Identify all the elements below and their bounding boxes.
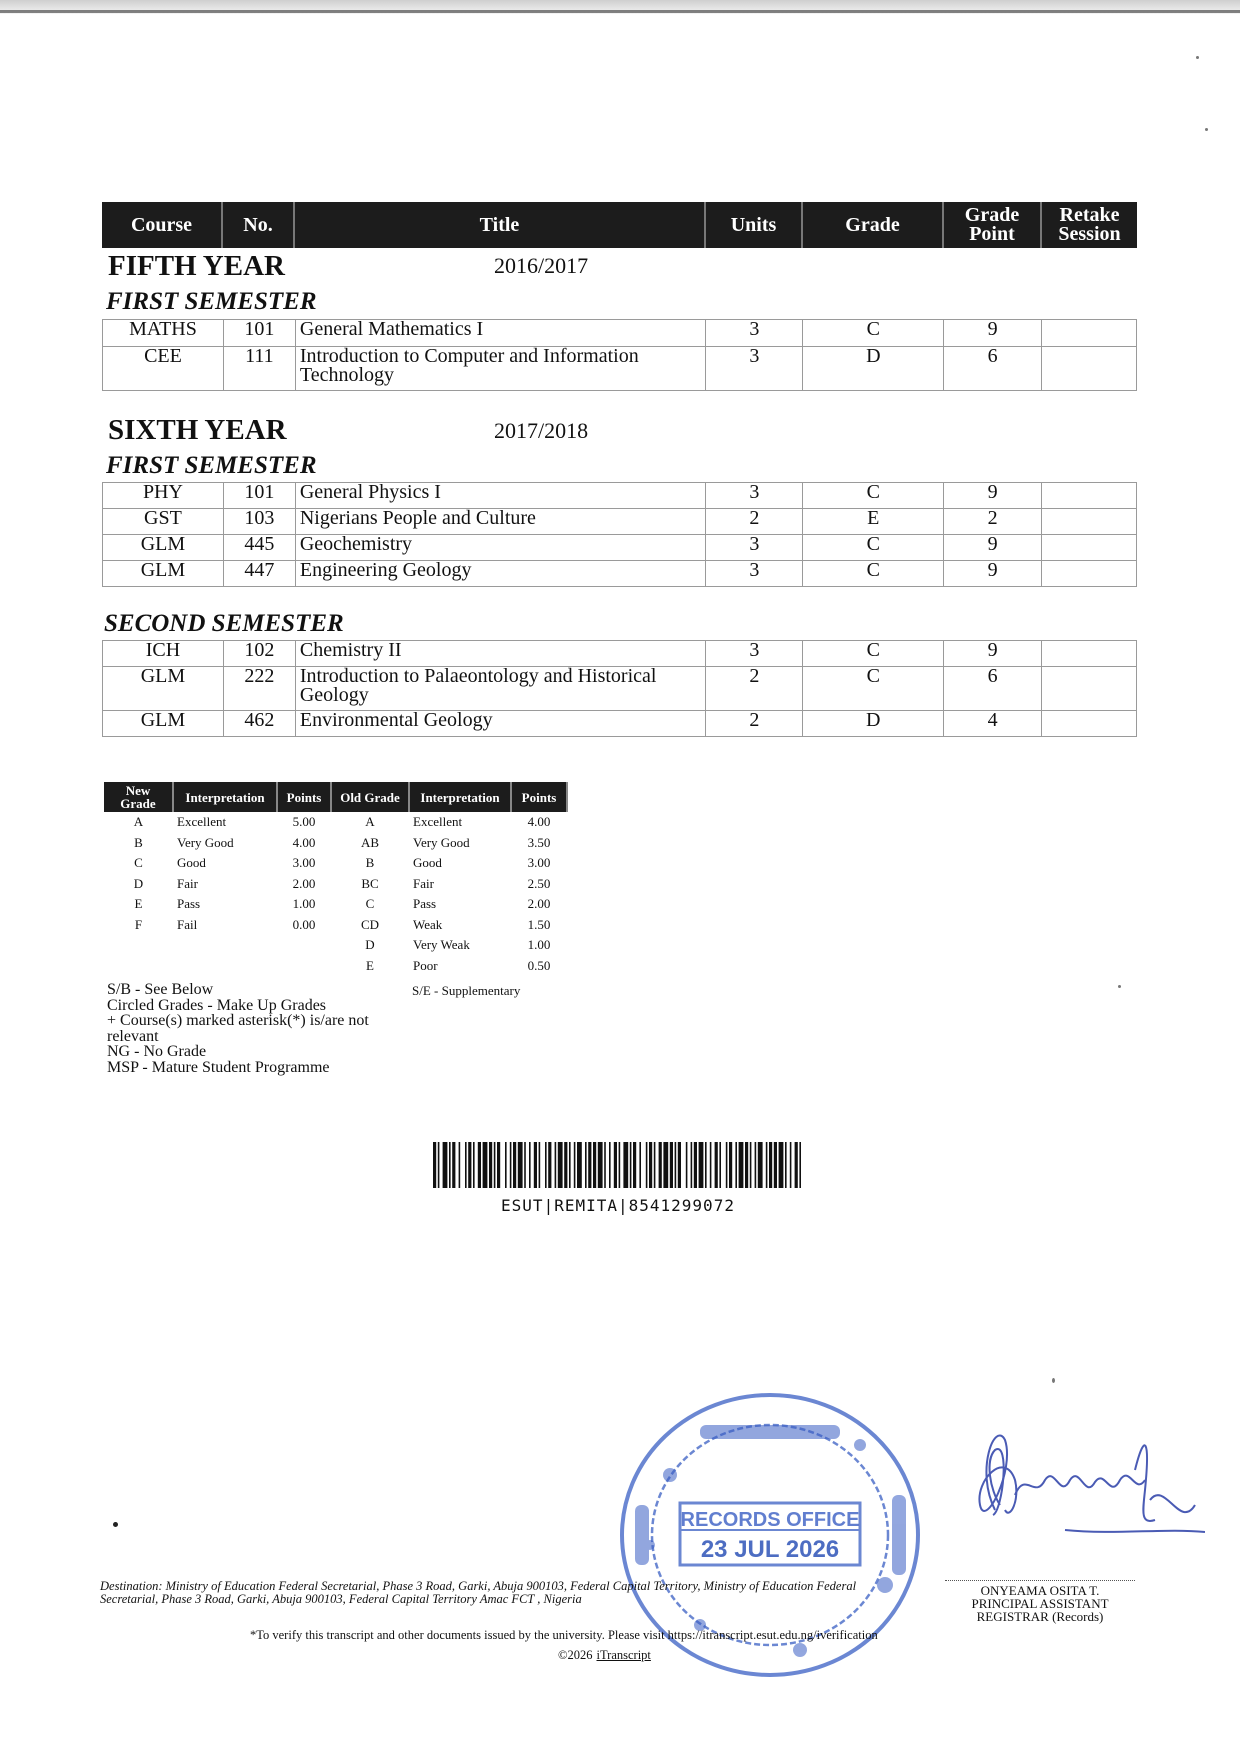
barcode-bar bbox=[609, 1142, 611, 1188]
barcode-bar bbox=[569, 1142, 571, 1188]
barcode-bar bbox=[675, 1142, 677, 1188]
header-no bbox=[223, 202, 295, 248]
course-number: 445 bbox=[223, 535, 295, 561]
course-point: 9 bbox=[944, 320, 1042, 347]
signatory-role: REGISTRAR (Records) bbox=[976, 1609, 1104, 1624]
course-grade: E bbox=[803, 509, 944, 535]
key-cell-new-interpretation: Excellent bbox=[177, 814, 227, 830]
course-retake bbox=[1042, 667, 1137, 711]
header-title bbox=[295, 202, 706, 248]
course-point: 9 bbox=[944, 535, 1042, 561]
note-supplementary: S/E - Supplementary bbox=[412, 983, 521, 998]
barcode-bar bbox=[785, 1142, 787, 1188]
course-code: GLM bbox=[103, 535, 224, 561]
semester-heading: FIRST SEMESTER bbox=[106, 288, 317, 315]
key-cell-old-interpretation: Very Good bbox=[413, 834, 470, 850]
barcode-text: ESUT|REMITA|8541299072 bbox=[501, 1196, 735, 1215]
course-grade: C bbox=[803, 641, 944, 667]
key-cell-old-points: 0.50 bbox=[527, 957, 551, 973]
barcode-bar bbox=[758, 1142, 763, 1188]
barcode-bar bbox=[459, 1142, 461, 1188]
key-cell-new-points: 1.00 bbox=[292, 896, 316, 912]
course-units: 2 bbox=[706, 711, 803, 737]
course-number: 462 bbox=[223, 711, 295, 737]
barcode-bar bbox=[623, 1142, 628, 1188]
table-row bbox=[103, 320, 1137, 347]
grade-key-row bbox=[104, 853, 567, 874]
course-title: Chemistry II bbox=[295, 641, 706, 667]
copyright-year: ©2026 bbox=[558, 1648, 593, 1662]
header-grade-point-line1: Grade bbox=[964, 204, 1020, 226]
key-cell-old-points: 1.00 bbox=[527, 937, 551, 953]
barcode-bar bbox=[473, 1142, 475, 1188]
itranscript-link[interactable]: iTranscript bbox=[596, 1648, 651, 1662]
barcode-bar bbox=[534, 1142, 537, 1188]
key-cell-new-grade bbox=[104, 956, 173, 977]
barcode-bar bbox=[555, 1142, 557, 1188]
header-retake-line1: Retake bbox=[1059, 204, 1120, 226]
header-grade-point bbox=[944, 202, 1042, 248]
barcode-bar bbox=[670, 1142, 673, 1188]
course-title: General Physics I bbox=[295, 483, 706, 509]
barcode-bar bbox=[790, 1142, 792, 1188]
barcode-bar bbox=[735, 1142, 737, 1188]
barcode-bar bbox=[699, 1142, 704, 1188]
year-heading: SIXTH YEAR bbox=[108, 414, 287, 446]
destination-text: Destination: Ministry of Education Federal Secretarial, Phase 3 Road, Garki, Abuja 900103, Federal Capital Territory, Ministry of Education Federal Secretarial, Phase 3 Road, Garki, Abuja 900103, Federal Capital Territory Amac FCT , Nigeria bbox=[100, 1579, 857, 1606]
header-retake bbox=[1042, 202, 1137, 248]
course-title: Geochemistry bbox=[295, 535, 706, 561]
signatory-title: PRINCIPAL ASSISTANT bbox=[971, 1596, 1109, 1611]
session-label: 2016/2017 bbox=[494, 253, 589, 278]
course-code: GST bbox=[103, 509, 224, 535]
table-row bbox=[103, 509, 1137, 535]
course-units: 3 bbox=[706, 641, 803, 667]
records-office-stamp bbox=[610, 1385, 930, 1695]
grade-key-row bbox=[104, 833, 567, 854]
course-number: 222 bbox=[223, 667, 295, 711]
key-header-interpretation: Interpretation bbox=[173, 782, 277, 812]
header-grade bbox=[803, 202, 944, 248]
barcode-bar bbox=[619, 1142, 621, 1188]
barcode-bar bbox=[438, 1142, 440, 1188]
course-units: 3 bbox=[706, 347, 803, 391]
header-retake-line2: Session bbox=[1058, 223, 1121, 245]
barcode bbox=[433, 1142, 803, 1188]
course-units: 3 bbox=[706, 535, 803, 561]
key-cell-new-interpretation bbox=[173, 935, 277, 956]
scan-edge-line bbox=[0, 10, 1240, 13]
barcode-bar bbox=[588, 1142, 591, 1188]
barcode-bar bbox=[449, 1142, 451, 1188]
course-units: 3 bbox=[706, 483, 803, 509]
key-cell-new-grade: A bbox=[133, 814, 144, 830]
scan-speck bbox=[1118, 985, 1121, 988]
key-cell-old-grade: D bbox=[365, 937, 375, 953]
course-code: PHY bbox=[103, 483, 224, 509]
barcode-bar bbox=[795, 1142, 798, 1188]
barcode-bar bbox=[545, 1142, 547, 1188]
grade-key-header bbox=[104, 782, 567, 812]
note-sb: S/B - See Below bbox=[107, 981, 214, 998]
course-grade: C bbox=[803, 667, 944, 711]
scan-speck bbox=[1205, 128, 1208, 131]
barcode-bar bbox=[564, 1142, 567, 1188]
course-units: 3 bbox=[706, 320, 803, 347]
course-retake bbox=[1042, 535, 1137, 561]
barcode-bar bbox=[468, 1142, 471, 1188]
signatory-name: ONYEAMA OSITA T. bbox=[980, 1583, 1100, 1598]
header-title-label: Title bbox=[479, 213, 520, 236]
barcode-bar bbox=[766, 1142, 768, 1188]
barcode-bar bbox=[729, 1142, 732, 1188]
barcode-bar bbox=[774, 1142, 777, 1188]
course-title: Engineering Geology bbox=[295, 561, 706, 587]
barcode-bar bbox=[529, 1142, 531, 1188]
key-cell-new-interpretation: Fair bbox=[177, 875, 198, 891]
barcode-bar bbox=[745, 1142, 748, 1188]
barcode-bar bbox=[494, 1142, 496, 1188]
course-title: Environmental Geology bbox=[295, 711, 706, 737]
scan-speck bbox=[1196, 56, 1199, 59]
stamp-date-text: 23 JUL 2026 bbox=[700, 1536, 840, 1563]
course-number: 447 bbox=[223, 561, 295, 587]
barcode-bar bbox=[513, 1142, 516, 1188]
key-cell-old-interpretation: Pass bbox=[413, 896, 437, 912]
course-number: 101 bbox=[223, 483, 295, 509]
key-cell-old-points: 4.00 bbox=[527, 814, 551, 830]
header-grade-label: Grade bbox=[845, 213, 900, 236]
course-point: 2 bbox=[944, 509, 1042, 535]
course-point: 4 bbox=[944, 711, 1042, 737]
course-grade: C bbox=[803, 320, 944, 347]
key-cell-new-interpretation: Very Good bbox=[177, 834, 234, 850]
header-course-label: Course bbox=[130, 213, 193, 236]
barcode-bar bbox=[598, 1142, 603, 1188]
signature bbox=[965, 1410, 1205, 1560]
course-code: GLM bbox=[103, 561, 224, 587]
course-title: Introduction to Palaeontology and Historical Geology bbox=[295, 667, 706, 711]
course-units: 2 bbox=[706, 509, 803, 535]
key-cell-old-grade: A bbox=[365, 814, 375, 830]
course-grade: C bbox=[803, 483, 944, 509]
session-label: 2017/2018 bbox=[494, 418, 589, 443]
barcode-bar bbox=[710, 1142, 712, 1188]
course-retake bbox=[1042, 561, 1137, 587]
course-title: Nigerians People and Culture bbox=[295, 509, 706, 535]
key-cell-new-points bbox=[277, 935, 331, 956]
signature-line bbox=[945, 1580, 1135, 1581]
grade-key-row bbox=[104, 812, 567, 833]
course-code: GLM bbox=[103, 667, 224, 711]
header-grade-point-line2: Point bbox=[969, 223, 1015, 245]
barcode-bar bbox=[585, 1142, 587, 1188]
note-ng: NG - No Grade bbox=[107, 1043, 207, 1060]
verification-text: *To verify this transcript and other documents issued by the university. Please visit https://itranscript.esut.edu.ng/iverification bbox=[250, 1628, 878, 1642]
barcode-bar bbox=[518, 1142, 523, 1188]
course-code: CEE bbox=[103, 347, 224, 391]
grade-key-row bbox=[104, 894, 567, 915]
course-number: 102 bbox=[223, 641, 295, 667]
barcode-bar bbox=[630, 1142, 632, 1188]
course-code: GLM bbox=[103, 711, 224, 737]
barcode-bar bbox=[604, 1142, 606, 1188]
key-cell-new-grade: E bbox=[134, 896, 143, 912]
key-header-new-grade bbox=[104, 782, 173, 812]
key-cell-new-grade: B bbox=[134, 834, 143, 850]
key-cell-old-interpretation: Excellent bbox=[413, 814, 463, 830]
course-table bbox=[102, 482, 1137, 587]
key-cell-old-points: 3.50 bbox=[527, 834, 551, 850]
grade-key-row bbox=[104, 915, 567, 936]
key-cell-new-grade: D bbox=[133, 875, 144, 891]
key-cell-old-interpretation: Very Weak bbox=[413, 937, 470, 953]
stamp-office-text: RECORDS OFFICE bbox=[680, 1509, 860, 1531]
key-header-old-grade: Old Grade bbox=[331, 782, 409, 812]
key-cell-new-points: 3.00 bbox=[292, 855, 316, 871]
grade-key-row bbox=[104, 956, 567, 977]
header-units-label: Units bbox=[730, 213, 777, 236]
barcode-bar bbox=[715, 1142, 718, 1188]
key-header-interpretation-old: Interpretation bbox=[409, 782, 511, 812]
grade-key-table bbox=[104, 782, 568, 976]
semester-heading: SECOND SEMESTER bbox=[104, 610, 344, 637]
barcode-bar bbox=[739, 1142, 744, 1188]
header-course bbox=[102, 202, 223, 248]
copyright bbox=[558, 1648, 651, 1663]
key-header-points: Points bbox=[277, 782, 331, 812]
barcode-bar bbox=[691, 1142, 693, 1188]
key-header-new-grade-line1: New bbox=[125, 783, 151, 798]
key-cell-new-points: 4.00 bbox=[292, 834, 316, 850]
semester-heading: FIRST SEMESTER bbox=[106, 452, 317, 479]
key-cell-old-points: 2.50 bbox=[527, 875, 551, 891]
course-grade: C bbox=[803, 561, 944, 587]
key-cell-new-grade bbox=[104, 935, 173, 956]
key-header-points-old: Points bbox=[511, 782, 567, 812]
note-msp: MSP - Mature Student Programme bbox=[107, 1058, 330, 1076]
key-cell-old-points: 3.00 bbox=[527, 855, 551, 871]
course-title: General Mathematics I bbox=[295, 320, 706, 347]
barcode-bar bbox=[654, 1142, 656, 1188]
key-cell-new-points: 2.00 bbox=[292, 875, 316, 891]
barcode-bar bbox=[719, 1142, 721, 1188]
course-units: 3 bbox=[706, 561, 803, 587]
scan-speck bbox=[1052, 1378, 1055, 1383]
header-units bbox=[706, 202, 803, 248]
key-cell-old-interpretation: Poor bbox=[413, 957, 438, 973]
course-point: 9 bbox=[944, 483, 1042, 509]
barcode-bar bbox=[659, 1142, 662, 1188]
barcode-bar bbox=[694, 1142, 697, 1188]
barcode-bar bbox=[779, 1142, 784, 1188]
signatory-block bbox=[940, 1584, 1140, 1623]
barcode-bar bbox=[539, 1142, 541, 1188]
course-retake bbox=[1042, 711, 1137, 737]
barcode-bar bbox=[443, 1142, 448, 1188]
barcode-bar bbox=[548, 1142, 551, 1188]
key-cell-old-grade: B bbox=[365, 855, 375, 871]
barcode-bar bbox=[646, 1142, 648, 1188]
key-cell-old-interpretation: Weak bbox=[413, 916, 443, 932]
course-retake bbox=[1042, 347, 1137, 391]
barcode-bar bbox=[686, 1142, 688, 1188]
key-header-new-grade-line2: Grade bbox=[120, 796, 156, 811]
course-retake bbox=[1042, 641, 1137, 667]
course-number: 101 bbox=[223, 320, 295, 347]
key-cell-new-interpretation: Good bbox=[177, 855, 206, 871]
course-retake bbox=[1042, 483, 1137, 509]
course-units: 2 bbox=[706, 667, 803, 711]
barcode-bar bbox=[614, 1142, 617, 1188]
key-cell-old-points: 2.00 bbox=[527, 896, 551, 912]
key-cell-old-points: 1.50 bbox=[527, 916, 551, 932]
course-number: 111 bbox=[223, 347, 295, 391]
table-row bbox=[103, 711, 1137, 737]
barcode-bar bbox=[483, 1142, 488, 1188]
table-row bbox=[103, 347, 1137, 391]
key-cell-new-points: 0.00 bbox=[292, 916, 316, 932]
key-cell-new-points bbox=[277, 956, 331, 977]
barcode-bar bbox=[452, 1142, 455, 1188]
table-row bbox=[103, 641, 1137, 667]
table-row bbox=[103, 535, 1137, 561]
key-cell-old-interpretation: Good bbox=[413, 855, 442, 871]
course-table bbox=[102, 640, 1137, 737]
key-cell-old-grade: C bbox=[365, 896, 375, 912]
grade-key-row bbox=[104, 935, 567, 956]
key-cell-old-grade: E bbox=[366, 957, 374, 973]
year-heading: FIFTH YEAR bbox=[108, 250, 285, 282]
notes-block bbox=[107, 982, 407, 1075]
barcode-bar bbox=[524, 1142, 526, 1188]
barcode-bar bbox=[593, 1142, 596, 1188]
barcode-bar bbox=[705, 1142, 707, 1188]
table-row bbox=[103, 561, 1137, 587]
course-title: Introduction to Computer and Information Technology bbox=[295, 347, 706, 391]
course-point: 6 bbox=[944, 347, 1042, 391]
key-cell-new-points: 5.00 bbox=[292, 814, 316, 830]
key-cell-new-interpretation: Pass bbox=[177, 896, 201, 912]
header-no-label: No. bbox=[243, 213, 273, 236]
barcode-bar bbox=[574, 1142, 576, 1188]
key-cell-new-grade: C bbox=[134, 855, 143, 871]
barcode-bar bbox=[633, 1142, 636, 1188]
course-code: MATHS bbox=[103, 320, 224, 347]
course-grade: D bbox=[803, 711, 944, 737]
table-row bbox=[103, 483, 1137, 509]
course-number: 103 bbox=[223, 509, 295, 535]
barcode-bar bbox=[577, 1142, 582, 1188]
note-circled: Circled Grades - Make Up Grades bbox=[107, 996, 327, 1014]
key-cell-old-grade: AB bbox=[360, 834, 380, 850]
key-cell-old-interpretation: Fair bbox=[413, 875, 434, 891]
barcode-bar bbox=[639, 1142, 641, 1188]
key-cell-new-interpretation: Fail bbox=[177, 916, 198, 932]
table-row bbox=[103, 667, 1137, 711]
key-cell-new-interpretation bbox=[173, 956, 277, 977]
barcode-bar bbox=[750, 1142, 752, 1188]
course-retake bbox=[1042, 320, 1137, 347]
barcode-bar bbox=[478, 1142, 481, 1188]
key-cell-old-grade: BC bbox=[361, 875, 379, 891]
barcode-bar bbox=[649, 1142, 652, 1188]
barcode-bar bbox=[497, 1142, 500, 1188]
course-table bbox=[102, 319, 1137, 391]
barcode-bar bbox=[465, 1142, 467, 1188]
note-asterisk: + Course(s) marked asterisk(*) is/are not relevant bbox=[107, 1012, 369, 1045]
course-retake bbox=[1042, 509, 1137, 535]
grade-key-row bbox=[104, 874, 567, 895]
barcode-bar bbox=[755, 1142, 757, 1188]
barcode-bar bbox=[769, 1142, 772, 1188]
barcode-bar bbox=[489, 1142, 492, 1188]
barcode-bar bbox=[799, 1142, 801, 1188]
course-grade: C bbox=[803, 535, 944, 561]
barcode-bar bbox=[433, 1142, 436, 1188]
course-point: 9 bbox=[944, 641, 1042, 667]
key-cell-old-grade: CD bbox=[360, 916, 380, 932]
barcode-bar bbox=[663, 1142, 668, 1188]
course-grade: D bbox=[803, 347, 944, 391]
barcode-bar bbox=[678, 1142, 681, 1188]
course-point: 9 bbox=[944, 561, 1042, 587]
barcode-bar bbox=[505, 1142, 507, 1188]
barcode-bar bbox=[558, 1142, 563, 1188]
barcode-bar bbox=[510, 1142, 512, 1188]
course-code: ICH bbox=[103, 641, 224, 667]
scan-speck bbox=[113, 1522, 118, 1527]
key-cell-new-grade: F bbox=[134, 916, 143, 932]
course-point: 6 bbox=[944, 667, 1042, 711]
grade-key-body bbox=[104, 812, 567, 976]
barcode-bar bbox=[726, 1142, 728, 1188]
